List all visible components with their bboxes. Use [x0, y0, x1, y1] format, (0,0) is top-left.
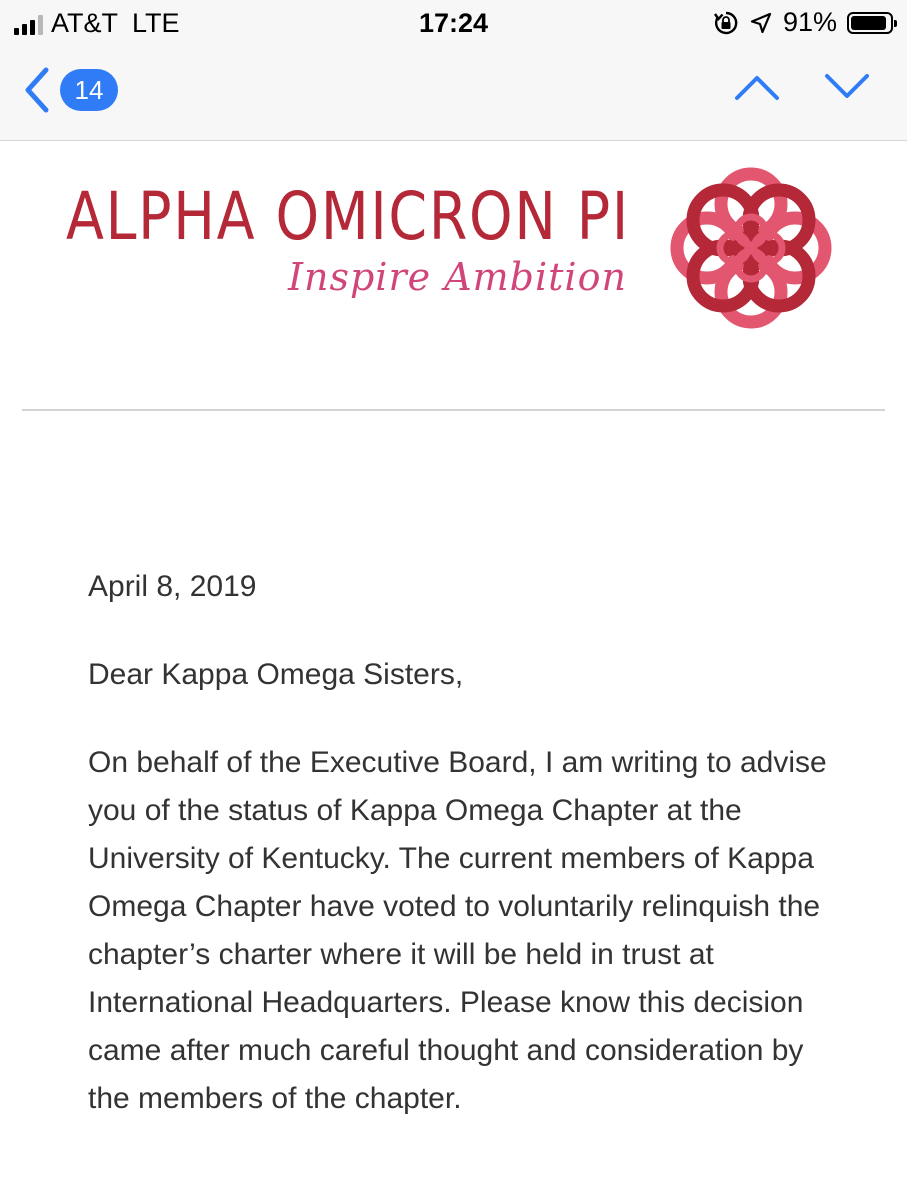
- rotation-lock-icon: [713, 10, 739, 36]
- email-header-banner: [66, 177, 646, 299]
- status-time: 17:24: [418, 8, 489, 38]
- carrier-label: AT&T: [51, 8, 118, 38]
- next-message-icon[interactable]: [823, 72, 871, 102]
- battery-fill: [851, 16, 886, 30]
- back-chevron-icon: [22, 66, 52, 114]
- battery-nub: [894, 20, 897, 27]
- letter-greeting: Dear Kappa Omega Sisters,: [88, 658, 464, 691]
- location-arrow-icon: [749, 11, 773, 35]
- letter-paragraph: On behalf of the Executive Board, I am writing to advise you of the status of Kappa Omega Chapter at the University of Kentucky. The current members of Kappa Omega Chapter have voted to voluntarily relinquish the chapter’s charter where it will be held in trust at International Headquarters. Please know this decision came after much careful thought and consideration by the members of the chapter.: [88, 746, 827, 1115]
- status-bar: [0, 0, 907, 46]
- back-button[interactable]: [22, 66, 118, 114]
- letter-body: [88, 563, 848, 1163]
- brand-title: ALPHA OMICRON PI: [66, 178, 630, 255]
- battery-icon: [847, 12, 893, 34]
- unread-count-badge: 14: [60, 69, 118, 111]
- battery-percent: 91%: [782, 7, 837, 37]
- status-right: [713, 7, 893, 38]
- previous-message-icon[interactable]: [733, 72, 781, 102]
- rose-logo-icon: [662, 159, 840, 337]
- letter-date: April 8, 2019: [88, 570, 257, 603]
- network-label: LTE: [132, 8, 180, 38]
- message-navigation: [733, 72, 871, 102]
- navigation-bar: [0, 46, 907, 141]
- brand-tagline: Inspire Ambition: [288, 255, 627, 299]
- header-divider: [22, 409, 885, 411]
